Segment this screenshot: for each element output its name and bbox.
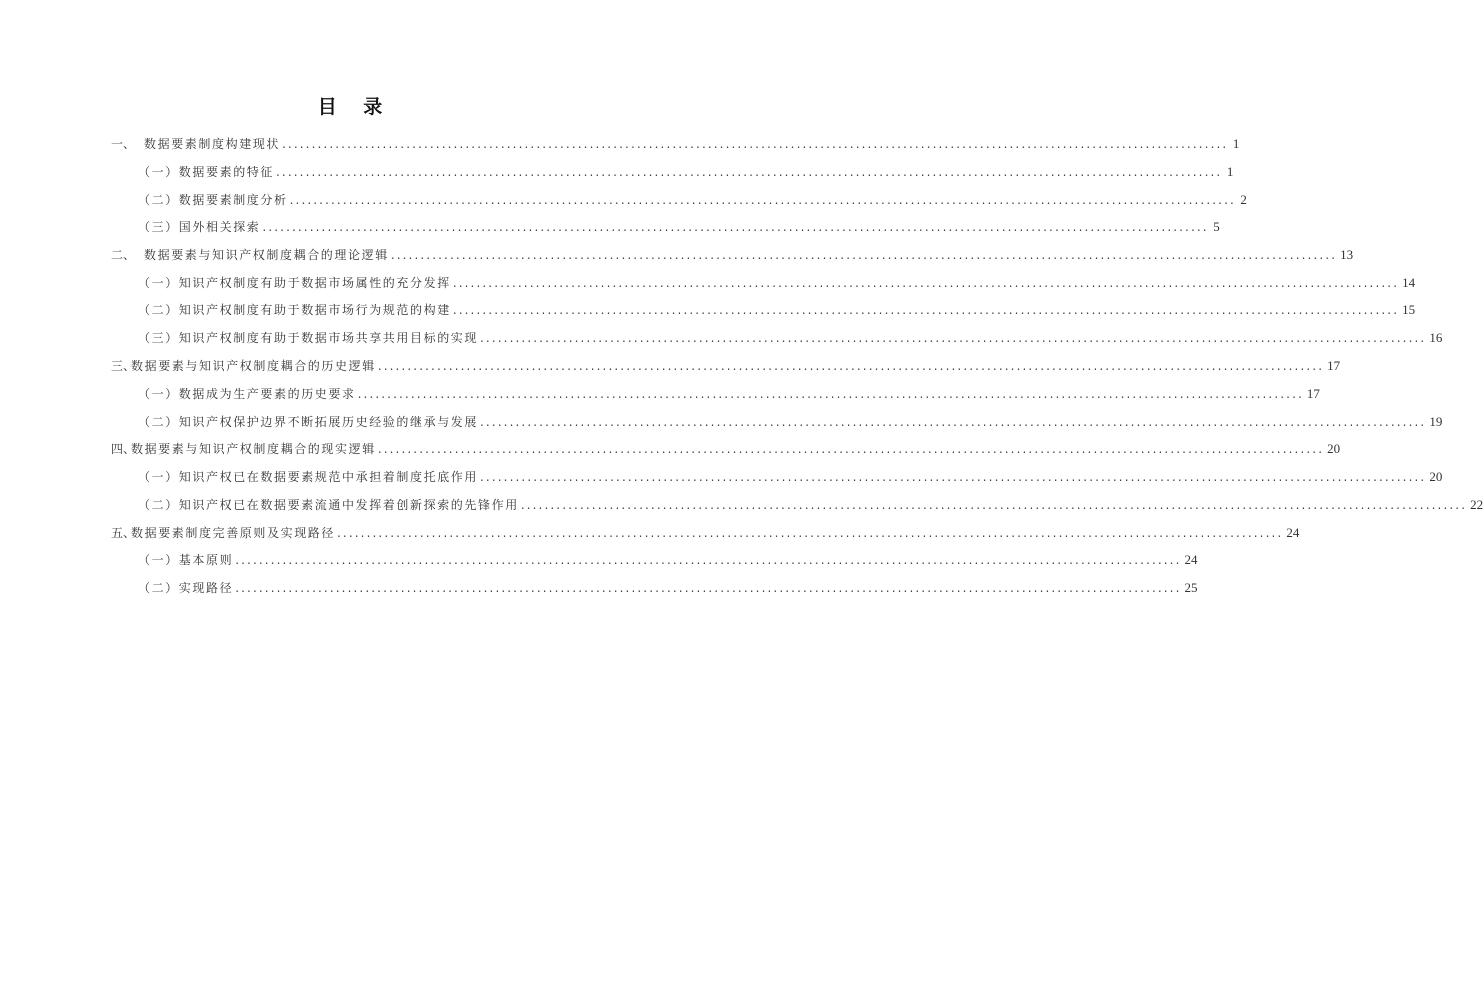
toc-dot-leader: ................................................................................................................................................................ bbox=[480, 331, 1427, 345]
toc-dot-leader: ................................................................................................................................................................ bbox=[377, 359, 1325, 373]
toc-page-number: 25 bbox=[1184, 580, 1198, 595]
toc-dot-leader: ................................................................................................................................................................ bbox=[235, 581, 1182, 595]
toc-entry-number: 五、 bbox=[111, 526, 136, 540]
toc-entry-title: （三）国外相关探索 bbox=[138, 220, 261, 234]
toc-dot-leader: ................................................................................................................................................................ bbox=[276, 165, 1223, 179]
toc-section-entry[interactable] bbox=[138, 290, 1416, 318]
toc-entry-number: 一、 bbox=[111, 137, 136, 151]
toc-page-number: 1 bbox=[1232, 136, 1240, 151]
toc-section-entry[interactable] bbox=[138, 207, 1220, 235]
toc-entry-title: 数据要素与知识产权制度耦合的理论逻辑 bbox=[144, 248, 389, 262]
toc-section-entry[interactable] bbox=[138, 152, 1234, 180]
toc-page-number: 15 bbox=[1402, 302, 1416, 317]
toc-entry-title: （二）知识产权制度有助于数据市场行为规范的构建 bbox=[138, 303, 451, 317]
toc-section-entry[interactable] bbox=[138, 374, 1320, 402]
toc-entry-title: 数据要素与知识产权制度耦合的现实逻辑 bbox=[131, 442, 376, 456]
toc-entry-title: 数据要素制度完善原则及实现路径 bbox=[131, 526, 336, 540]
toc-page-number: 1 bbox=[1226, 164, 1234, 179]
toc-section-entry[interactable] bbox=[138, 485, 1483, 513]
toc-dot-leader: ................................................................................................................................................................ bbox=[452, 276, 1400, 290]
toc-entry-title: （二）实现路径 bbox=[138, 581, 234, 595]
toc-section-entry[interactable] bbox=[138, 540, 1198, 568]
toc-entry-number: 三、 bbox=[111, 359, 136, 373]
toc-dot-leader: ................................................................................................................................................................ bbox=[452, 303, 1400, 317]
toc-section-entry[interactable] bbox=[138, 263, 1416, 291]
toc-page-number: 17 bbox=[1327, 358, 1341, 373]
toc-page-number: 24 bbox=[1184, 552, 1198, 567]
toc-page-number: 16 bbox=[1429, 330, 1443, 345]
toc-entry-title: 数据要素制度构建现状 bbox=[144, 137, 281, 151]
toc-entry-title: （一）知识产权制度有助于数据市场属性的充分发挥 bbox=[138, 276, 451, 290]
toc-dot-leader: ................................................................................................................................................................ bbox=[262, 220, 1209, 234]
toc-dot-leader: ................................................................................................................................................................ bbox=[480, 470, 1427, 484]
toc-page-number: 19 bbox=[1429, 414, 1443, 429]
toc-section-entry[interactable] bbox=[138, 568, 1198, 596]
page-title: 目 录 bbox=[317, 96, 393, 118]
toc-entry-number: 二、 bbox=[111, 248, 136, 262]
toc-section-entry[interactable] bbox=[138, 402, 1443, 430]
toc-section-entry[interactable] bbox=[138, 180, 1247, 208]
toc-page-number: 20 bbox=[1429, 469, 1443, 484]
toc-entry-title: （二）数据要素制度分析 bbox=[138, 193, 288, 207]
toc-dot-leader: ................................................................................................................................................................ bbox=[377, 442, 1325, 456]
toc-entry-title: （二）知识产权已在数据要素流通中发挥着创新探索的先锋作用 bbox=[138, 498, 519, 512]
toc-dot-leader: ................................................................................................................................................................ bbox=[480, 415, 1427, 429]
toc-dot-leader: ................................................................................................................................................................ bbox=[282, 137, 1229, 151]
toc-chapter-entry[interactable] bbox=[111, 124, 1240, 152]
toc-page-number: 24 bbox=[1286, 525, 1300, 540]
toc-dot-leader: ................................................................................................................................................................ bbox=[357, 387, 1304, 401]
toc-page-number: 2 bbox=[1240, 192, 1247, 207]
toc-dot-leader: ................................................................................................................................................................ bbox=[337, 526, 1284, 540]
toc-section-entry[interactable] bbox=[138, 457, 1443, 485]
toc-page-number: 20 bbox=[1327, 441, 1341, 456]
toc-dot-leader: ................................................................................................................................................................ bbox=[520, 498, 1468, 512]
toc-entry-title: （一）数据要素的特征 bbox=[138, 165, 275, 179]
toc-page-number: 17 bbox=[1306, 386, 1320, 401]
toc-entry-number: 四、 bbox=[111, 442, 136, 456]
toc-entry-title: （二）知识产权保护边界不断拓展历史经验的继承与发展 bbox=[138, 415, 479, 429]
toc-dot-leader: ................................................................................................................................................................ bbox=[289, 193, 1236, 207]
toc-section-entry[interactable] bbox=[138, 318, 1443, 346]
toc-page-number: 14 bbox=[1402, 275, 1416, 290]
toc-chapter-entry[interactable] bbox=[111, 513, 1300, 541]
toc-page-number: 5 bbox=[1213, 219, 1220, 234]
toc-chapter-entry[interactable] bbox=[111, 429, 1341, 457]
toc-entry-title: 数据要素与知识产权制度耦合的历史逻辑 bbox=[131, 359, 376, 373]
toc-entry-title: （一）知识产权已在数据要素规范中承担着制度托底作用 bbox=[138, 470, 479, 484]
toc-chapter-entry[interactable] bbox=[111, 235, 1354, 263]
toc-entry-title: （一）基本原则 bbox=[138, 553, 234, 567]
toc-page-number: 22 bbox=[1470, 497, 1483, 512]
toc-dot-leader: ................................................................................................................................................................ bbox=[235, 553, 1182, 567]
toc-entry-title: （一）数据成为生产要素的历史要求 bbox=[138, 387, 356, 401]
toc-page-number: 13 bbox=[1340, 247, 1354, 262]
toc-chapter-entry[interactable] bbox=[111, 346, 1341, 374]
toc-entry-title: （三）知识产权制度有助于数据市场共享共用目标的实现 bbox=[138, 331, 479, 345]
toc-dot-leader: ................................................................................................................................................................ bbox=[390, 248, 1338, 262]
